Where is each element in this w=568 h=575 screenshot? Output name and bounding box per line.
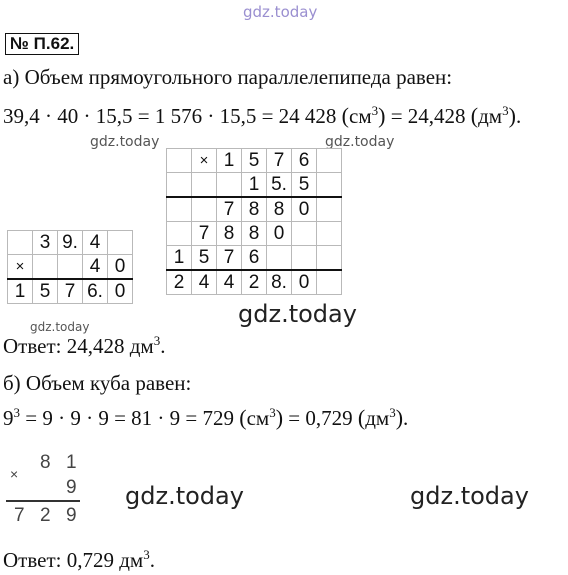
grid2-cell: 8 (267, 197, 292, 222)
grid2-cell (317, 197, 342, 222)
part-b-eq-main: = 9 · 9 · 9 = 81 · 9 = 729 (20, 406, 240, 430)
grid2-cell (192, 197, 217, 222)
grid2-cell: 8 (242, 222, 267, 246)
grid1-cell: 1 (8, 279, 33, 304)
part-b-answer-label: Ответ: (3, 548, 67, 572)
part-b-exp-dm: 3 (389, 405, 396, 420)
grid2-cell: 0 (292, 197, 317, 222)
grid2-cell: 5 (192, 246, 217, 271)
part-b-answer: Ответ: 0,729 $дм^3$. (3, 547, 155, 572)
grid2-cell: 6 (242, 246, 267, 271)
part-b-base-exp: 3 (13, 405, 20, 420)
part-a-unit-dm: дм (478, 104, 503, 128)
part-b-base: 9 (3, 406, 14, 430)
part-b-unit-dm: дм (365, 406, 390, 430)
grid2-cell: 0 (292, 270, 317, 295)
cube-digit: 2 (40, 505, 51, 526)
grid2-cell (167, 173, 192, 198)
grid2-cell (317, 222, 342, 246)
problem-number: № П.62. (5, 33, 79, 55)
part-b-answer-value: 0,729 дм (66, 548, 144, 572)
part-a-exp-dm: 3 (502, 103, 509, 118)
multiplication-grid-1 (7, 230, 133, 304)
watermark-top: gdz.today (243, 3, 318, 21)
cube-rule-line (6, 500, 80, 502)
grid1-cell: 3 (33, 231, 58, 255)
watermark-b-right: gdz.today (410, 482, 529, 510)
grid2-cell: 7 (217, 197, 242, 222)
part-a-answer-label: Ответ: (3, 334, 67, 358)
grid2-cell (167, 197, 192, 222)
grid2-cell (292, 246, 317, 271)
grid1-cell: 4 (83, 231, 108, 255)
grid2-cell: 1 (242, 173, 267, 198)
grid2-cell (167, 149, 192, 173)
grid2-cell (167, 222, 192, 246)
part-b-answer-exp: 3 (143, 547, 150, 562)
watermark-b-center: gdz.today (125, 482, 244, 510)
part-b-unit-cm: см (246, 406, 270, 430)
cube-digit: 1 (66, 452, 77, 473)
grid2-cell: 1 (167, 246, 192, 271)
grid1-cell: 6. (83, 279, 108, 304)
part-b-exp-cm: 3 (269, 405, 276, 420)
grid2-cell (192, 173, 217, 198)
grid2-cell: 7 (217, 246, 242, 271)
grid2-cell: 7 (192, 222, 217, 246)
part-a-eq-main: 39,4 · 40 · 15,5 = 1 576 · 15,5 = 24 428 (3, 104, 342, 128)
watermark-a-left: gdz.today (90, 134, 160, 150)
grid2-cell: 8. (267, 270, 292, 295)
grid2-cell: 5. (267, 173, 292, 198)
part-a-eq-tail: = 24,428 (385, 104, 471, 128)
grid1-cell: 4 (83, 255, 108, 280)
part-b-eq-tail: = 0,729 (283, 406, 358, 430)
part-a-heading: а) Объем прямоугольного параллелепипеда равен: (3, 65, 453, 89)
grid2-cell (217, 173, 242, 198)
grid2-multiply-sign: × (192, 149, 217, 173)
grid2-cell: 2 (242, 270, 267, 295)
grid1-cell: 0 (108, 255, 133, 280)
grid2-cell: 4 (217, 270, 242, 295)
grid2-cell (292, 222, 317, 246)
grid1-cell (108, 231, 133, 255)
cube-digit: 9 (66, 477, 77, 498)
grid2-cell: 1 (217, 149, 242, 173)
part-a-answer-value: 24,428 дм (66, 334, 154, 358)
part-a-answer: Ответ: 24,428 $дм^3$. (3, 333, 166, 358)
grid2-cell (317, 173, 342, 198)
grid1-cell: 5 (33, 279, 58, 304)
grid2-cell: 2 (167, 270, 192, 295)
watermark-a-answer: gdz.today (30, 320, 90, 334)
grid2-cell (317, 270, 342, 295)
grid1-cell: 0 (108, 279, 133, 304)
grid1-multiply-sign: × (8, 255, 33, 280)
grid1-cell: 7 (58, 279, 83, 304)
grid1-cell: 9. (58, 231, 83, 255)
part-a-unit-cm: см (349, 104, 372, 128)
part-a-answer-exp: 3 (153, 333, 161, 348)
cube-digit: 8 (40, 452, 51, 473)
cube-multiplication (4, 452, 84, 530)
grid2-cell: 7 (267, 149, 292, 173)
grid1-cell (58, 255, 83, 280)
cube-multiply-sign: × (10, 466, 19, 482)
multiplication-grid-2 (166, 148, 342, 295)
grid2-cell: 5 (242, 149, 267, 173)
grid2-cell: 8 (242, 197, 267, 222)
watermark-a-center: gdz.today (238, 300, 357, 328)
grid1-cell (8, 231, 33, 255)
grid1-cell (33, 255, 58, 280)
grid2-cell (267, 246, 292, 271)
cube-digit: 7 (14, 505, 25, 526)
part-a-exp-cm: 3 (371, 103, 379, 118)
grid2-cell (317, 149, 342, 173)
grid2-cell: 4 (192, 270, 217, 295)
cube-digit: 9 (66, 505, 77, 526)
grid2-cell (317, 246, 342, 271)
part-b-equation: $9^3 = 9 \cdot 9 \cdot 9 = 81 \cdot 9 = 729$ $(см^3) = 0,729$ $(дм^3)$. (3, 405, 409, 430)
grid2-cell: 0 (267, 222, 292, 246)
grid2-cell: 6 (292, 149, 317, 173)
grid2-cell: 8 (217, 222, 242, 246)
watermark-a-right: gdz.today (325, 134, 395, 150)
part-b-heading: б) Объем куба равен: (3, 371, 192, 395)
part-a-equation: 39,4 · 40 · 15,5 = 1 576 · 15,5 = 24 428 $(см^3) = 24,428$ $(дм^3)$. (3, 103, 522, 128)
grid2-cell: 5 (292, 173, 317, 198)
